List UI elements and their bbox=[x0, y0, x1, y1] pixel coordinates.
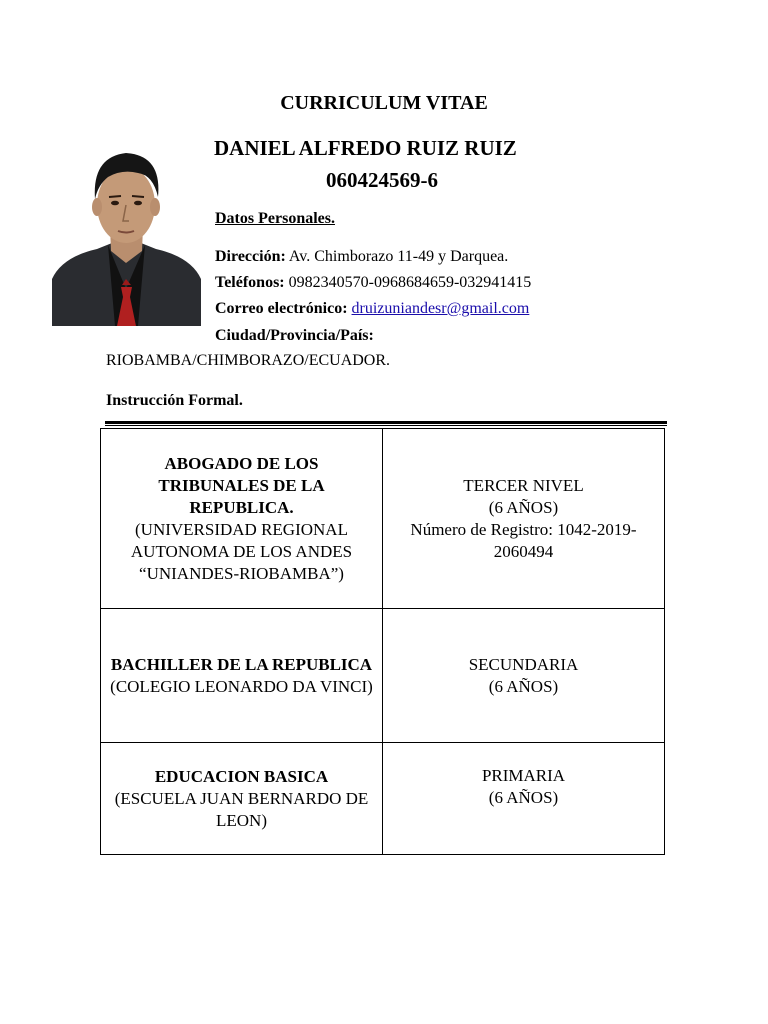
location-label-line bbox=[215, 327, 374, 345]
email-line bbox=[215, 300, 529, 318]
institution-name: (COLEGIO LEONARDO DA VINCI) bbox=[110, 676, 373, 696]
education-level: SECUNDARIA bbox=[468, 654, 579, 674]
degree-title: EDUCACION BASICA bbox=[154, 766, 329, 786]
email-link[interactable]: druizuniandesr@gmail.com bbox=[351, 300, 530, 317]
table-row bbox=[101, 429, 665, 609]
id-number: 060424569-6 bbox=[326, 168, 438, 192]
degree-cell bbox=[101, 609, 383, 743]
degree-cell bbox=[101, 429, 383, 609]
address-line bbox=[215, 248, 508, 266]
education-heading: Instrucción Formal. bbox=[106, 392, 243, 409]
registration-number: Número de Registro: 1042-2019-2060494 bbox=[410, 519, 637, 561]
education-duration: (6 AÑOS) bbox=[488, 788, 559, 807]
location-label: Ciudad/Provincia/País: bbox=[215, 327, 374, 344]
document-title: CURRICULUM VITAE bbox=[280, 92, 488, 114]
email-label: Correo electrónico: bbox=[215, 300, 348, 317]
institution-name: (UNIVERSIDAD REGIONAL AUTONOMA DE LOS ANDES “UNIANDES-RIOBAMBA”) bbox=[130, 519, 353, 583]
education-level: PRIMARIA bbox=[481, 766, 566, 785]
table-row bbox=[101, 743, 665, 855]
degree-cell bbox=[101, 743, 383, 855]
education-level: TERCER NIVEL bbox=[463, 475, 584, 495]
location-value: RIOBAMBA/CHIMBORAZO/ECUADOR. bbox=[106, 352, 391, 369]
address-value: Av. Chimborazo 11-49 y Darquea. bbox=[288, 248, 509, 265]
address-label: Dirección: bbox=[215, 248, 286, 265]
level-cell bbox=[383, 429, 665, 609]
level-cell bbox=[383, 609, 665, 743]
person-portrait-icon bbox=[52, 139, 201, 326]
phones-label: Teléfonos: bbox=[215, 274, 285, 291]
section-divider bbox=[105, 421, 667, 424]
section-divider-thin bbox=[105, 425, 667, 426]
degree-title: BACHILLER DE LA REPUBLICA bbox=[110, 654, 373, 674]
institution-name: (ESCUELA JUAN BERNARDO DE LEON) bbox=[114, 788, 369, 830]
degree-title: ABOGADO DE LOS TRIBUNALES DE LA REPUBLICA. bbox=[158, 453, 325, 517]
level-cell bbox=[383, 743, 665, 855]
full-name: DANIEL ALFREDO RUIZ RUIZ bbox=[214, 136, 517, 160]
phones-value: 0982340570-0968684659-032941415 bbox=[288, 274, 532, 291]
education-table bbox=[100, 428, 665, 855]
phones-line bbox=[215, 274, 531, 292]
education-duration: (6 AÑOS) bbox=[488, 497, 559, 517]
education-duration: (6 AÑOS) bbox=[488, 676, 559, 696]
table-row bbox=[101, 609, 665, 743]
personal-data-heading: Datos Personales. bbox=[215, 210, 335, 227]
